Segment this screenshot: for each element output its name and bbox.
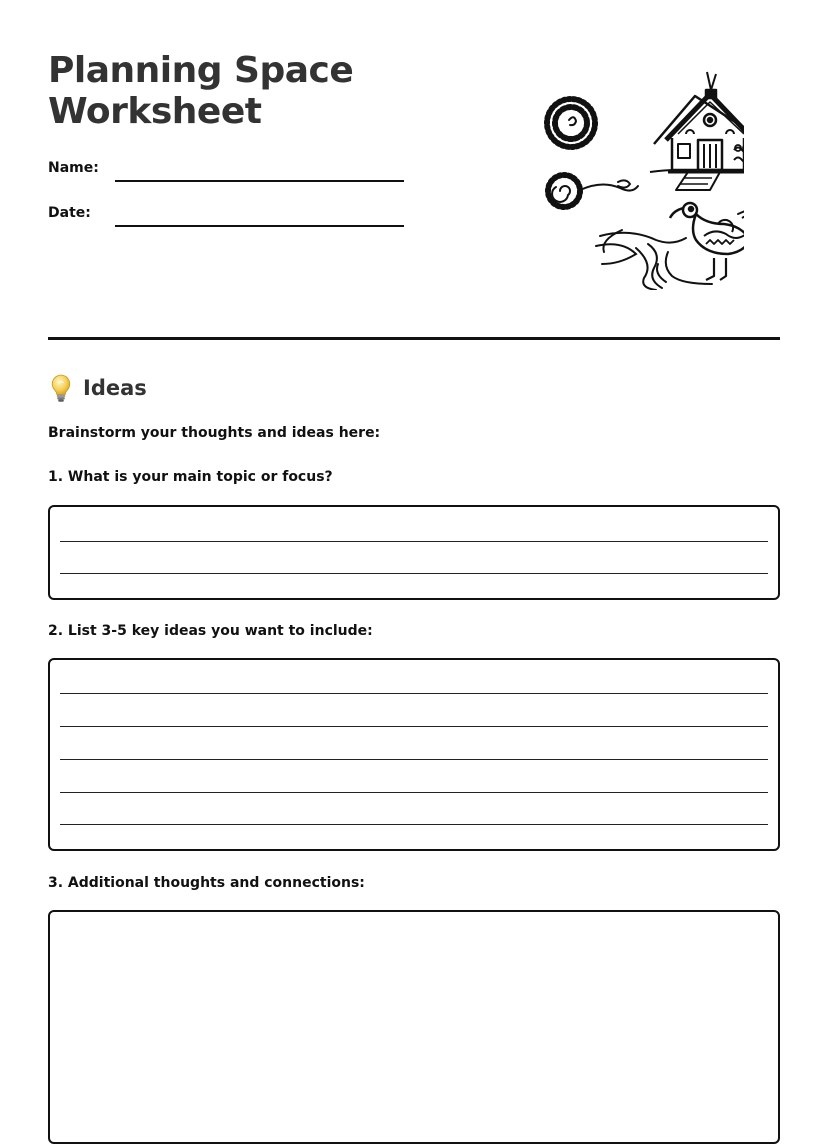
title-line-1: Planning Space <box>48 50 354 91</box>
name-line[interactable] <box>115 180 404 182</box>
writing-line <box>60 541 768 542</box>
header-divider <box>48 337 780 340</box>
sun-icon <box>547 99 595 147</box>
question-1-label: 1. What is your main topic or focus? <box>48 469 333 485</box>
writing-line <box>60 726 768 727</box>
writing-line <box>60 759 768 760</box>
bird-icon <box>670 203 744 280</box>
answer-box-3[interactable] <box>48 910 780 1144</box>
spiral-icon <box>548 175 638 207</box>
date-field[interactable] <box>48 201 408 231</box>
question-2-label: 2. List 3-5 key ideas you want to include: <box>48 623 373 639</box>
date-line[interactable] <box>115 225 404 227</box>
ideas-section-header <box>48 372 348 406</box>
name-field[interactable] <box>48 156 408 186</box>
title-line-2: Worksheet <box>48 91 262 132</box>
answer-box-2[interactable] <box>48 658 780 851</box>
house-icon <box>650 72 744 190</box>
section-title: Ideas <box>83 376 147 400</box>
writing-line <box>60 693 768 694</box>
name-label: Name: <box>48 160 99 176</box>
writing-line <box>60 824 768 825</box>
writing-line <box>60 573 768 574</box>
question-3-label: 3. Additional thoughts and connections: <box>48 875 365 891</box>
house-bird-landscape-illustration <box>538 68 744 290</box>
worksheet-page <box>48 0 780 1118</box>
section-intro: Brainstorm your thoughts and ideas here: <box>48 425 381 441</box>
date-label: Date: <box>48 205 91 221</box>
lightbulb-icon <box>50 374 72 404</box>
writing-line <box>60 792 768 793</box>
answer-box-1[interactable] <box>48 505 780 600</box>
page-title <box>48 50 353 132</box>
